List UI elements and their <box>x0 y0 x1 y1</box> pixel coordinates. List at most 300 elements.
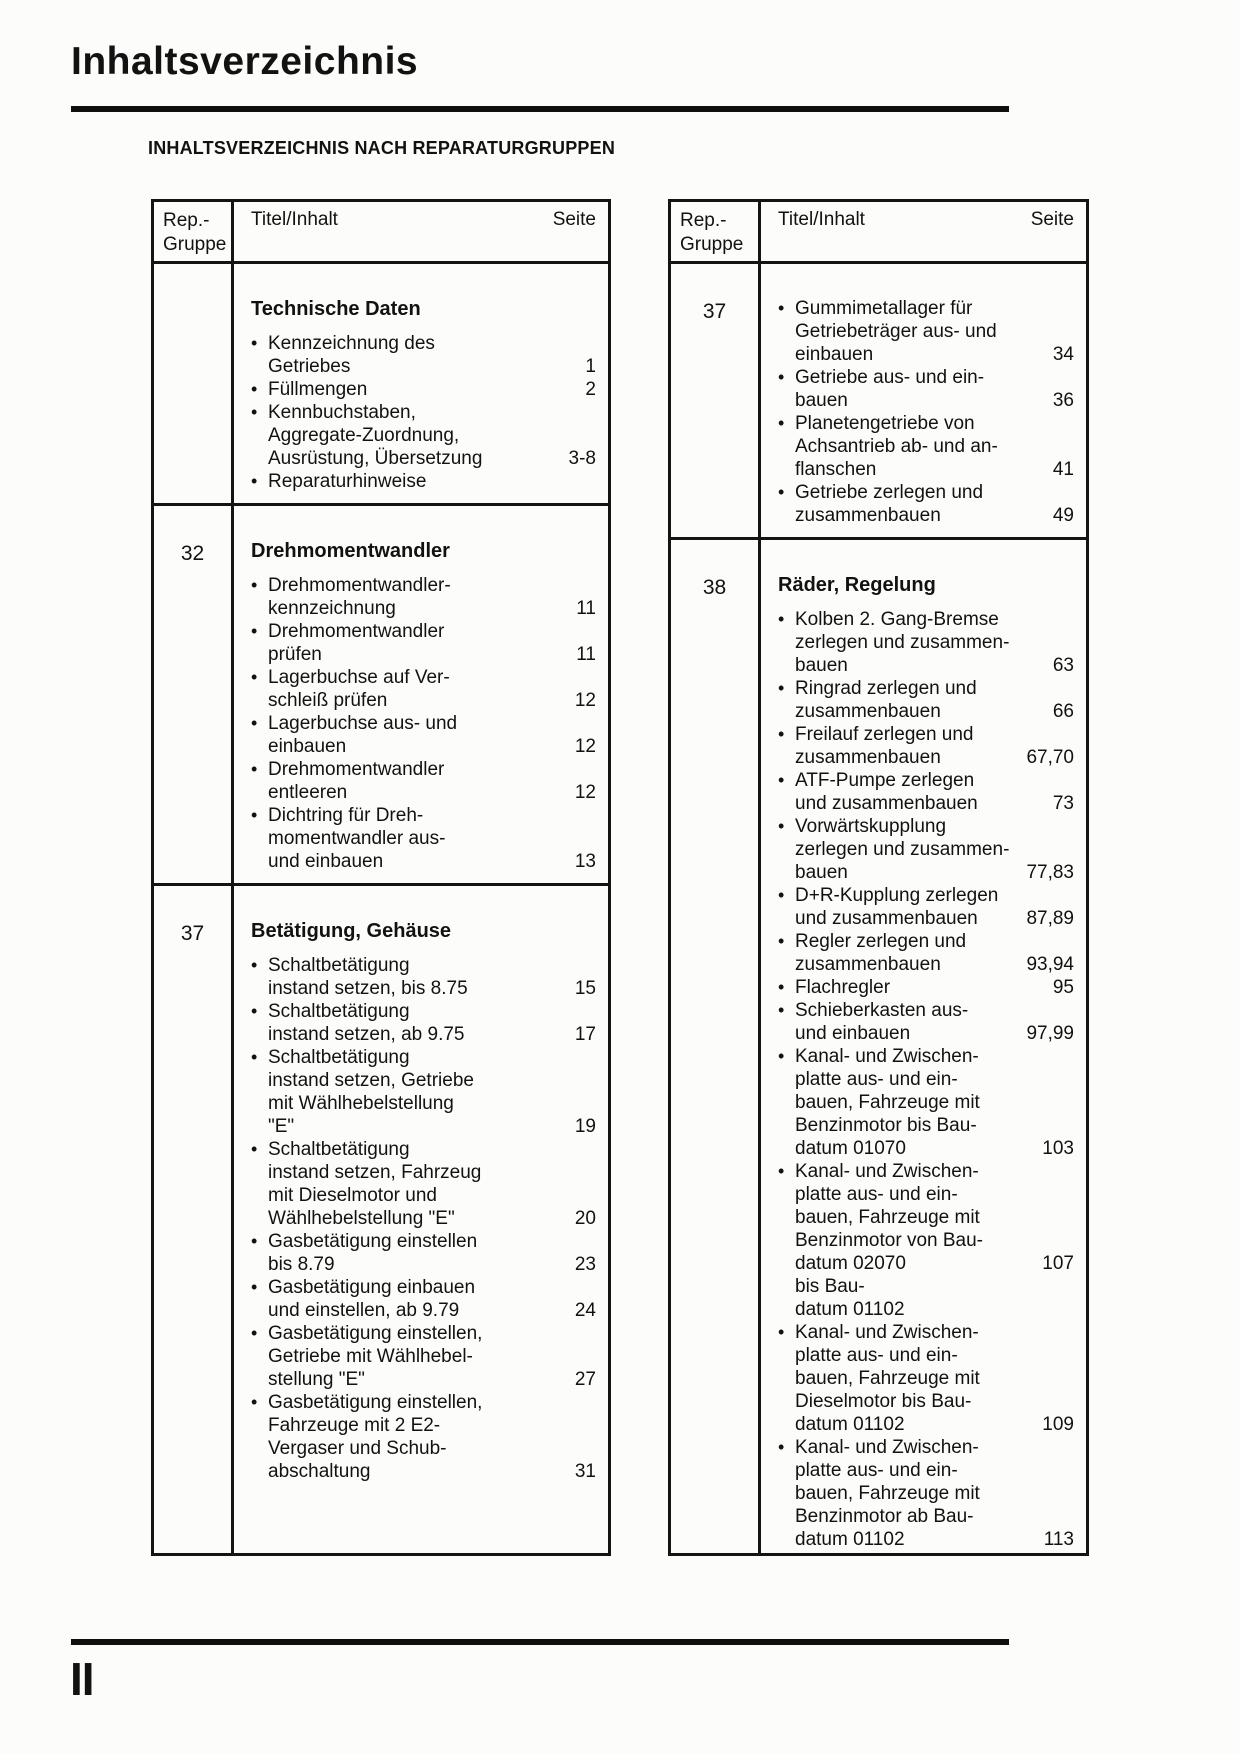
toc-item-text: Drehmomentwandler • <box>251 621 445 642</box>
toc-item-line <box>251 1322 596 1345</box>
toc-item-text: zerlegen und zusammen- <box>795 632 1010 653</box>
toc-item-text: datum 01070 <box>795 1138 906 1159</box>
page-ref: 12 <box>574 782 596 803</box>
toc-item <box>778 769 1074 815</box>
toc-item <box>778 1160 1074 1321</box>
toc-item-text: instand setzen, Getriebe <box>268 1070 474 1091</box>
toc-item-text: und einbauen <box>268 851 384 872</box>
toc-table-right <box>668 199 1089 1556</box>
toc-item-line <box>778 677 1074 700</box>
header-titel-inhalt: Titel/Inhalt <box>778 209 865 230</box>
section-group-number: 37 <box>671 264 761 537</box>
toc-item-text: Getriebe aus- und ein- • <box>778 367 985 388</box>
table-section <box>154 264 608 503</box>
toc-item-line <box>778 481 1074 504</box>
page-ref: 66 <box>1052 701 1074 722</box>
toc-item-text: Dieselmotor bis Bau- <box>795 1391 972 1412</box>
toc-item-line <box>251 827 596 850</box>
toc-item-text: Reparaturhinweise • <box>251 471 427 492</box>
toc-item <box>778 412 1074 481</box>
toc-item-text: Dichtring für Dreh- • <box>251 805 424 826</box>
header-seite: Seite <box>552 209 596 230</box>
toc-item-text: Drehmomentwandler- • <box>251 575 451 596</box>
header-rep-line1: Rep.- <box>680 210 727 231</box>
page-ref: 63 <box>1052 655 1074 676</box>
table-header <box>671 202 1086 264</box>
bullet-icon: • <box>778 770 785 790</box>
toc-item-text: bauen, Fahrzeuge mit <box>795 1368 980 1389</box>
toc-item-text: Lagerbuchse aus- und • <box>251 713 458 734</box>
toc-item-text: bis Bau- <box>795 1276 865 1297</box>
toc-item-line <box>251 1138 596 1161</box>
toc-item-text: bauen, Fahrzeuge mit <box>795 1207 980 1228</box>
toc-item-line <box>778 320 1074 343</box>
toc-item-line <box>251 1184 596 1207</box>
bullet-icon: • <box>778 816 785 836</box>
page-ref: 36 <box>1052 390 1074 411</box>
toc-item-text: Kanal- und Zwischen- • <box>778 1322 979 1343</box>
toc-item-line <box>778 1229 1074 1252</box>
toc-item-text: Kanal- und Zwischen- • <box>778 1161 979 1182</box>
toc-item-text: Fahrzeuge mit 2 E2- <box>268 1415 441 1436</box>
toc-item <box>778 608 1074 677</box>
bullet-icon: • <box>251 1001 258 1021</box>
bullet-icon: • <box>251 402 258 422</box>
toc-item-text: platte aus- und ein- <box>795 1184 958 1205</box>
bullet-icon: • <box>251 575 258 595</box>
toc-item-text: zerlegen und zusammen- <box>795 839 1010 860</box>
toc-item-line <box>778 907 1074 930</box>
toc-item-line <box>778 1298 1074 1321</box>
title-divider <box>71 106 1009 112</box>
section-group-number: 38 <box>671 540 761 1556</box>
toc-item-text: datum 01102 <box>795 1299 905 1320</box>
header-seite: Seite <box>1030 209 1074 230</box>
toc-item-text: zusammenbauen <box>795 747 941 768</box>
toc-item-line <box>251 332 596 355</box>
toc-item <box>778 884 1074 930</box>
toc-item-text: Gasbetätigung einbauen • <box>251 1277 476 1298</box>
toc-item-line <box>251 574 596 597</box>
toc-item-line <box>778 815 1074 838</box>
toc-item-line <box>778 1459 1074 1482</box>
section-heading: Betätigung, Gehäuse <box>251 920 452 942</box>
toc-item-line <box>778 458 1074 481</box>
toc-item-line <box>778 1436 1074 1459</box>
toc-item-text: instand setzen, Fahrzeug <box>268 1162 482 1183</box>
toc-item <box>251 1000 596 1046</box>
page-ref: 31 <box>574 1461 596 1482</box>
toc-item-text: Aggregate-Zuordnung, <box>268 425 460 446</box>
toc-item-line <box>778 1022 1074 1045</box>
section-heading: Drehmomentwandler <box>251 540 450 562</box>
toc-item-text: flanschen <box>795 459 877 480</box>
toc-item-text: datum 01102 <box>795 1414 905 1435</box>
toc-item-line <box>251 1069 596 1092</box>
toc-item <box>778 481 1074 527</box>
toc-item-text: Getriebe mit Wählhebel- <box>268 1346 473 1367</box>
toc-item-line <box>778 297 1074 320</box>
page-ref: 15 <box>574 978 596 999</box>
toc-item-line <box>778 1183 1074 1206</box>
toc-item-line <box>778 884 1074 907</box>
toc-item <box>251 1230 596 1276</box>
page-ref: 11 <box>576 644 596 665</box>
toc-item-line <box>778 930 1074 953</box>
page-ref: 3-8 <box>568 448 596 469</box>
toc-item-text: Gummimetallager für • <box>778 298 973 319</box>
toc-item-line <box>778 976 1074 999</box>
toc-item-text: Füllmengen • <box>251 379 368 400</box>
toc-item-line <box>251 977 596 1000</box>
bullet-icon: • <box>251 1047 258 1067</box>
bullet-icon: • <box>251 471 258 491</box>
bullet-icon: • <box>778 413 785 433</box>
toc-item-line <box>778 1160 1074 1183</box>
table-header <box>154 202 608 264</box>
page-ref: 113 <box>1043 1529 1074 1550</box>
toc-item-line <box>251 470 596 493</box>
toc-item-text: Getriebes <box>268 356 351 377</box>
bullet-icon: • <box>251 667 258 687</box>
table-section <box>154 883 608 1553</box>
toc-item <box>251 401 596 470</box>
bullet-icon: • <box>251 621 258 641</box>
toc-item-line <box>778 838 1074 861</box>
toc-item-text: datum 02070 <box>795 1253 906 1274</box>
toc-item-line <box>251 1230 596 1253</box>
toc-item-line <box>251 850 596 873</box>
toc-item-line <box>778 1528 1074 1551</box>
toc-item-line <box>251 1023 596 1046</box>
bullet-icon: • <box>251 379 258 399</box>
toc-item-text: Kanal- und Zwischen- • <box>778 1046 979 1067</box>
page-ref: 41 <box>1052 459 1074 480</box>
section-body <box>761 264 1086 537</box>
toc-item-line <box>778 792 1074 815</box>
toc-item-line <box>251 1345 596 1368</box>
page-ref: 49 <box>1052 505 1074 526</box>
toc-item <box>778 999 1074 1045</box>
toc-item-text: Drehmomentwandler • <box>251 759 445 780</box>
section-body <box>234 506 608 883</box>
toc-item-line <box>251 1391 596 1414</box>
toc-item-line <box>778 389 1074 412</box>
page-ref: 12 <box>574 690 596 711</box>
toc-item-text: Getriebeträger aus- und <box>795 321 997 342</box>
toc-item-text: und einbauen <box>795 1023 911 1044</box>
section-group-number: 32 <box>154 506 234 883</box>
bullet-icon: • <box>778 931 785 951</box>
toc-item <box>251 470 596 493</box>
toc-item-line <box>251 1161 596 1184</box>
bullet-icon: • <box>251 1323 258 1343</box>
toc-item-text: Gasbetätigung einstellen, • <box>251 1392 483 1413</box>
toc-item <box>778 297 1074 366</box>
toc-item <box>251 332 596 378</box>
header-rep-line1: Rep.- <box>163 210 210 231</box>
toc-item-text: bauen, Fahrzeuge mit <box>795 1483 980 1504</box>
toc-item-text: datum 01102 <box>795 1529 905 1550</box>
toc-subtitle: INHALTSVERZEICHNIS NACH REPARATURGRUPPEN <box>148 138 616 158</box>
toc-item-text: und zusammenbauen <box>795 908 978 929</box>
toc-item <box>251 712 596 758</box>
toc-item-text: Schaltbetätigung • <box>251 1047 410 1068</box>
toc-item-line <box>251 1115 596 1138</box>
toc-item <box>251 574 596 620</box>
toc-item-line <box>778 769 1074 792</box>
page-number: II <box>70 1653 94 1705</box>
toc-item-line <box>778 366 1074 389</box>
toc-item-text: Lagerbuchse auf Ver- • <box>251 667 450 688</box>
toc-item-line <box>251 424 596 447</box>
toc-item-text: Getriebe zerlegen und • <box>778 482 984 503</box>
toc-item <box>251 1138 596 1230</box>
toc-item <box>251 1276 596 1322</box>
toc-item-line <box>778 861 1074 884</box>
page-ref: 34 <box>1052 344 1074 365</box>
page-ref: 103 <box>1042 1138 1074 1159</box>
toc-item-line <box>778 1413 1074 1436</box>
toc-item-text: zusammenbauen <box>795 701 941 722</box>
toc-item-text: Planetengetriebe von • <box>778 413 975 434</box>
section-group-number: 37 <box>154 886 234 1553</box>
bullet-icon: • <box>251 805 258 825</box>
toc-item-line <box>251 378 596 401</box>
footer-divider <box>71 1639 1009 1645</box>
page-title: Inhaltsverzeichnis <box>71 40 419 83</box>
page-ref: 24 <box>574 1300 596 1321</box>
toc-item-text: bauen, Fahrzeuge mit <box>795 1092 980 1113</box>
toc-item-line <box>778 608 1074 631</box>
toc-table-left <box>151 199 611 1556</box>
bullet-icon: • <box>778 1437 785 1457</box>
toc-item <box>778 976 1074 999</box>
toc-item-line <box>778 1390 1074 1413</box>
toc-item-line <box>778 999 1074 1022</box>
toc-item <box>778 815 1074 884</box>
toc-item <box>778 930 1074 976</box>
toc-item-text: mit Dieselmotor und <box>268 1185 437 1206</box>
toc-item-line <box>251 804 596 827</box>
header-rep-gruppe <box>671 202 761 261</box>
page-ref: 93,94 <box>1026 954 1074 975</box>
page-ref: 109 <box>1042 1414 1074 1435</box>
toc-item-line <box>778 1114 1074 1137</box>
bullet-icon: • <box>251 1231 258 1251</box>
toc-item-line <box>251 689 596 712</box>
toc-item-line <box>778 435 1074 458</box>
bullet-icon: • <box>778 1161 785 1181</box>
toc-item-line <box>778 1206 1074 1229</box>
toc-item-line <box>251 1046 596 1069</box>
bullet-icon: • <box>778 482 785 502</box>
toc-item-line <box>251 597 596 620</box>
bullet-icon: • <box>251 759 258 779</box>
toc-item-line <box>778 1344 1074 1367</box>
page-ref: 20 <box>574 1208 596 1229</box>
toc-item-text: bauen <box>795 390 848 411</box>
toc-item-text: Freilauf zerlegen und • <box>778 724 974 745</box>
header-rep-gruppe <box>154 202 234 261</box>
toc-item-line <box>251 620 596 643</box>
toc-item-text: platte aus- und ein- <box>795 1460 958 1481</box>
page-ref: 17 <box>574 1024 596 1045</box>
bullet-icon: • <box>778 678 785 698</box>
toc-item-line <box>251 447 596 470</box>
toc-item <box>251 666 596 712</box>
page-ref: 13 <box>574 851 596 872</box>
toc-item-text: "E" <box>268 1116 295 1137</box>
toc-item-text: Vorwärtskupplung • <box>778 816 947 837</box>
page-ref: 12 <box>574 736 596 757</box>
toc-item-line <box>251 712 596 735</box>
toc-item-line <box>778 1505 1074 1528</box>
section-body <box>761 540 1086 1556</box>
toc-item-line <box>251 1368 596 1391</box>
page-ref: 107 <box>1042 1253 1074 1274</box>
toc-item-text: D+R-Kupplung zerlegen • <box>778 885 999 906</box>
toc-item-line <box>251 1414 596 1437</box>
toc-item-text: instand setzen, bis 8.75 <box>268 978 468 999</box>
bullet-icon: • <box>778 885 785 905</box>
toc-item-line <box>778 631 1074 654</box>
toc-item-text: einbauen <box>795 344 874 365</box>
header-rep-line2: Gruppe <box>680 234 744 255</box>
bullet-icon: • <box>778 367 785 387</box>
bullet-icon: • <box>778 609 785 629</box>
page-ref: 19 <box>574 1116 596 1137</box>
toc-item-text: Wählhebelstellung "E" <box>268 1208 455 1229</box>
toc-item-text: stellung "E" <box>268 1369 365 1390</box>
toc-item-line <box>251 1092 596 1115</box>
toc-item <box>251 1046 596 1138</box>
bullet-icon: • <box>251 333 258 353</box>
page-ref: 27 <box>574 1369 596 1390</box>
toc-item-text: momentwandler aus- <box>268 828 446 849</box>
bullet-icon: • <box>251 1139 258 1159</box>
toc-item-text: schleiß prüfen <box>268 690 388 711</box>
toc-item-text: platte aus- und ein- <box>795 1069 958 1090</box>
toc-item-line <box>778 1068 1074 1091</box>
page-ref: 2 <box>585 379 596 400</box>
toc-item <box>778 677 1074 723</box>
toc-item-line <box>251 758 596 781</box>
toc-item <box>251 954 596 1000</box>
toc-item-line <box>251 735 596 758</box>
bullet-icon: • <box>778 1322 785 1342</box>
toc-item-text: Kennzeichnung des • <box>251 333 435 354</box>
bullet-icon: • <box>778 298 785 318</box>
toc-item-text: bauen <box>795 655 848 676</box>
toc-item-text: Vergaser und Schub- <box>268 1438 447 1459</box>
toc-item-line <box>778 1482 1074 1505</box>
toc-item-text: Schieberkasten aus- • <box>778 1000 969 1021</box>
section-body <box>234 886 608 1553</box>
toc-item <box>778 1436 1074 1551</box>
toc-item-text: Achsantrieb ab- und an- <box>795 436 998 457</box>
bullet-icon: • <box>778 1000 785 1020</box>
toc-item-text: bis 8.79 <box>268 1254 335 1275</box>
toc-item-line <box>251 1207 596 1230</box>
toc-item-line <box>251 401 596 424</box>
toc-item-line <box>251 355 596 378</box>
toc-item-line <box>251 666 596 689</box>
toc-item <box>251 378 596 401</box>
section-heading: Räder, Regelung <box>778 574 936 596</box>
table-section <box>671 264 1086 537</box>
toc-item-line <box>778 723 1074 746</box>
toc-item <box>778 1045 1074 1160</box>
toc-item-text: einbauen <box>268 736 347 757</box>
toc-item-line <box>778 1252 1074 1275</box>
toc-item-text: Regler zerlegen und • <box>778 931 967 952</box>
section-group-number <box>154 264 234 503</box>
page-ref: 23 <box>574 1254 596 1275</box>
page-ref: 73 <box>1052 793 1074 814</box>
toc-item-line <box>778 1321 1074 1344</box>
page-ref: 1 <box>585 356 596 377</box>
bullet-icon: • <box>251 1277 258 1297</box>
toc-item-line <box>251 1253 596 1276</box>
toc-item-text: Kanal- und Zwischen- • <box>778 1437 979 1458</box>
bullet-icon: • <box>778 724 785 744</box>
toc-item <box>778 366 1074 412</box>
page-ref: 87,89 <box>1026 908 1074 929</box>
toc-item-text: instand setzen, ab 9.75 <box>268 1024 465 1045</box>
toc-item-text: Kennbuchstaben, • <box>251 402 416 423</box>
toc-item-text: bauen <box>795 862 848 883</box>
toc-item-line <box>251 954 596 977</box>
toc-item-text: Flachregler • <box>778 977 891 998</box>
toc-item-text: Benzinmotor von Bau- <box>795 1230 983 1251</box>
toc-item-line <box>778 1045 1074 1068</box>
toc-item-text: Ausrüstung, Übersetzung <box>268 448 483 469</box>
toc-item-text: Schaltbetätigung • <box>251 1001 410 1022</box>
toc-item <box>251 804 596 873</box>
toc-item-line <box>778 1137 1074 1160</box>
page-ref: 97,99 <box>1026 1023 1074 1044</box>
toc-item-line <box>778 343 1074 366</box>
page-ref: 67,70 <box>1026 747 1074 768</box>
toc-item-line <box>778 1091 1074 1114</box>
toc-item-text: Gasbetätigung einstellen • <box>251 1231 478 1252</box>
toc-item-text: Ringrad zerlegen und • <box>778 678 977 699</box>
header-rep-line2: Gruppe <box>163 234 227 255</box>
toc-item-text: ATF-Pumpe zerlegen • <box>778 770 975 791</box>
toc-item-text: entleeren <box>268 782 348 803</box>
bullet-icon: • <box>778 977 785 997</box>
toc-item-text: kennzeichnung <box>268 598 396 619</box>
toc-item-text: zusammenbauen <box>795 505 941 526</box>
page-ref: 11 <box>576 598 596 619</box>
toc-item-text: Kolben 2. Gang-Bremse • <box>778 609 999 630</box>
bullet-icon: • <box>778 1046 785 1066</box>
page-ref: 77,83 <box>1026 862 1074 883</box>
toc-item-line <box>778 700 1074 723</box>
toc-item-text: zusammenbauen <box>795 954 941 975</box>
toc-item-text: platte aus- und ein- <box>795 1345 958 1366</box>
toc-item-line <box>251 1000 596 1023</box>
toc-item <box>778 1321 1074 1436</box>
bullet-icon: • <box>251 1392 258 1412</box>
toc-item <box>251 758 596 804</box>
bullet-icon: • <box>251 713 258 733</box>
toc-item-text: und einstellen, ab 9.79 <box>268 1300 460 1321</box>
section-heading: Technische Daten <box>251 298 421 320</box>
toc-item-line <box>778 412 1074 435</box>
toc-item-line <box>251 1299 596 1322</box>
